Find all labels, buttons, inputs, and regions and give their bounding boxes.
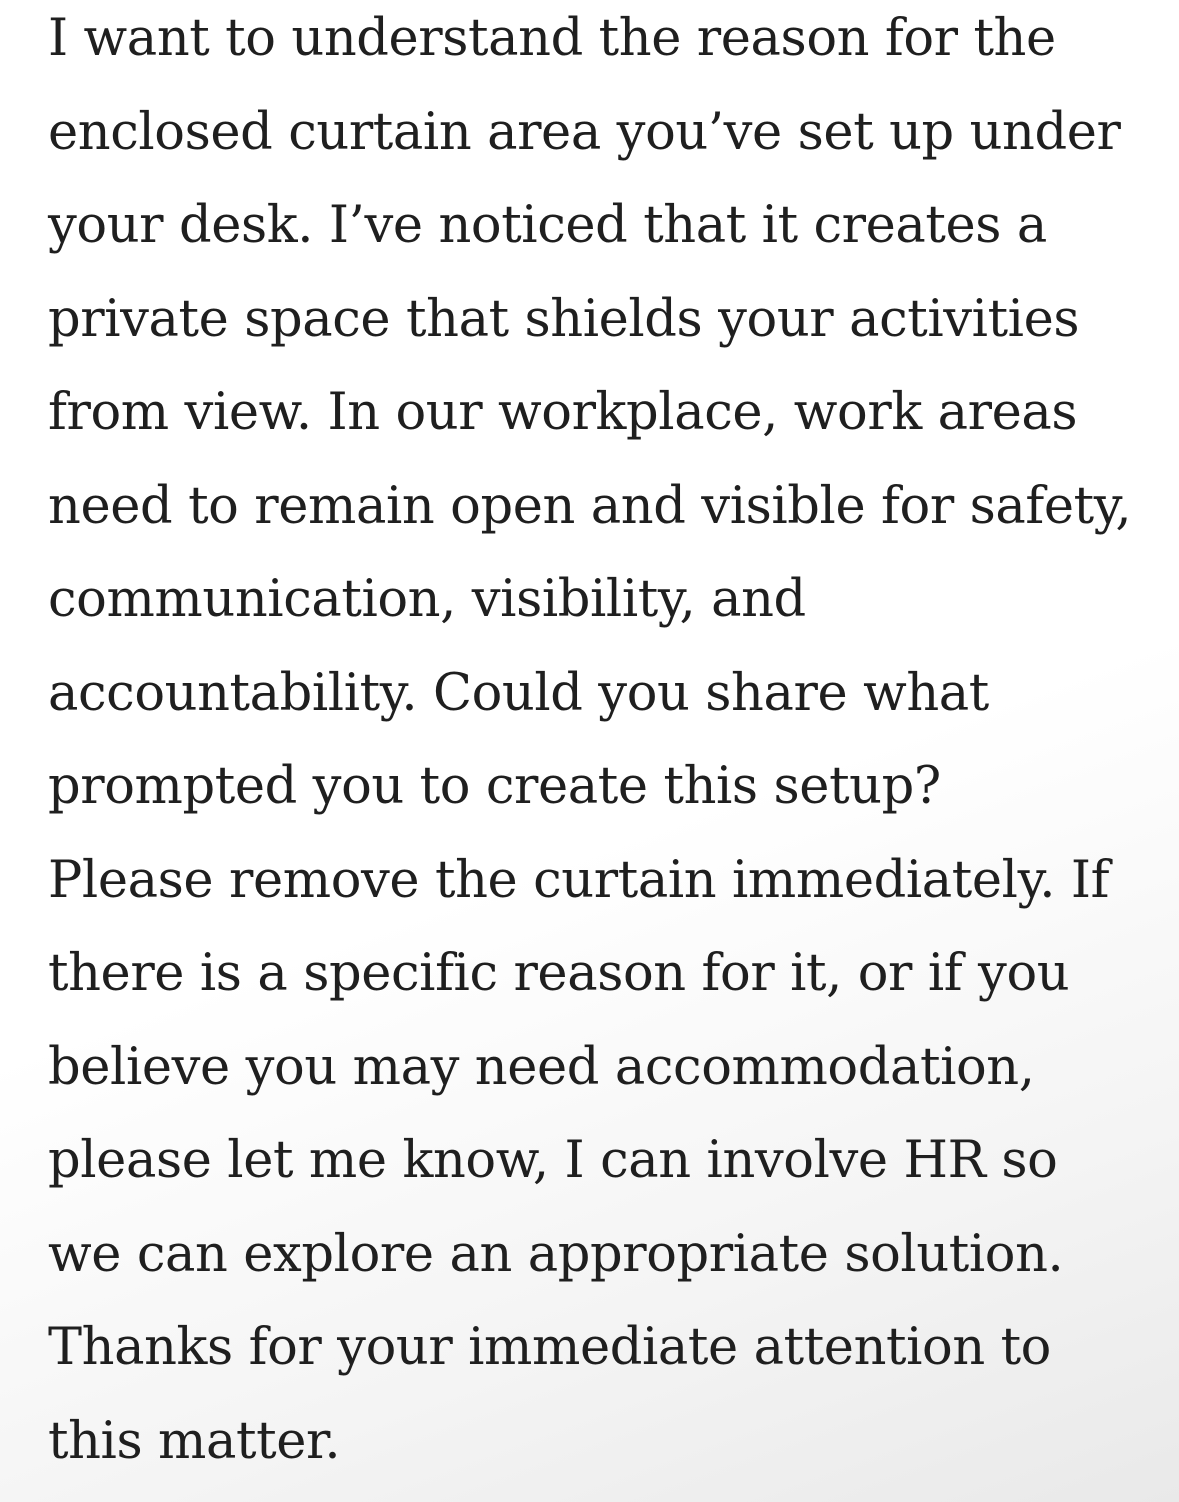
message-line: we can explore an appropriate solution. — [48, 1224, 1064, 1284]
message-line: believe you may need accommodation, — [48, 1037, 1035, 1097]
message-line: I want to understand the reason for the — [48, 9, 1056, 68]
message-line: communication, visibility, and — [48, 570, 806, 629]
message-line: your desk. I’ve noticed that it creates a — [48, 196, 1047, 255]
message-line: there is a specific reason for it, or if you — [48, 944, 1070, 1003]
message-line: need to remain open and visible for safety, — [48, 476, 1132, 536]
message-line: prompted you to create this setup? — [48, 757, 941, 816]
message-line: from view. In our workplace, work areas — [48, 383, 1078, 442]
message-line: this matter. — [48, 1411, 341, 1471]
message-line: please let me know, I can involve HR so — [48, 1131, 1058, 1190]
message-line: Thanks for your immediate attention to — [48, 1318, 1051, 1377]
message-line: Please remove the curtain immediately. If — [48, 850, 1110, 910]
message-line: private space that shields your activities — [48, 289, 1080, 349]
message-line: enclosed curtain area you’ve set up under — [48, 102, 1121, 162]
message-line: accountability. Could you share what — [48, 663, 989, 723]
message-body — [48, 0, 1168, 1488]
